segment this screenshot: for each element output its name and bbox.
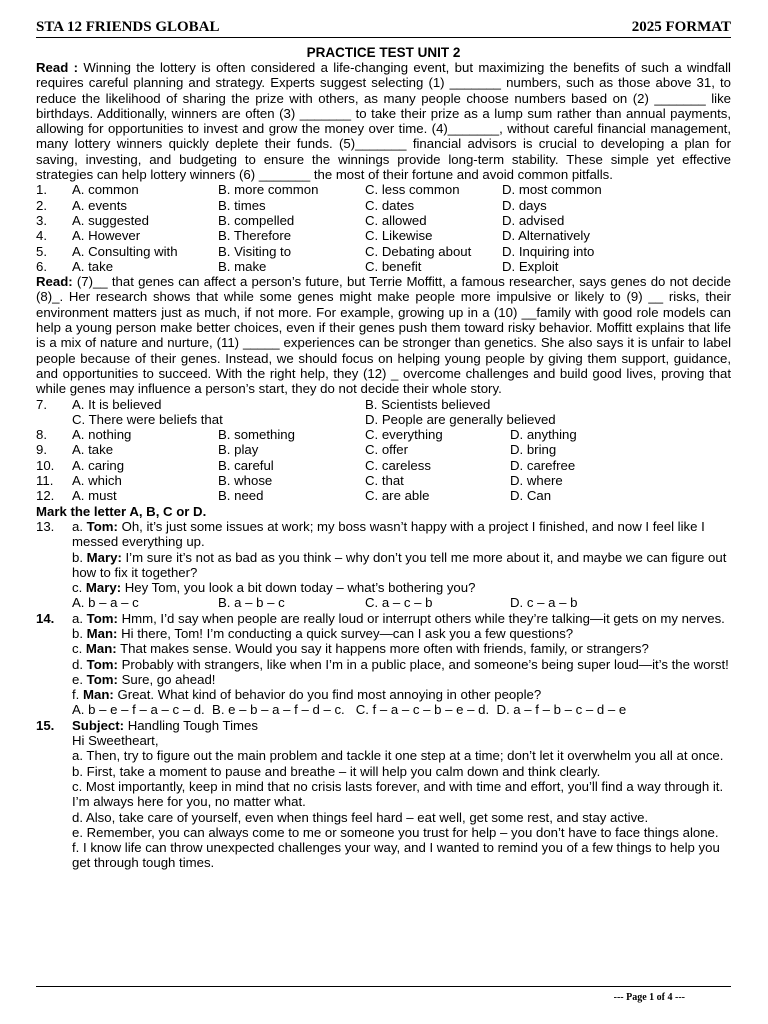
option-d: D. Alternatively xyxy=(502,228,590,244)
speaker: Man: xyxy=(85,641,117,657)
question-number: 6. xyxy=(36,258,47,274)
question-number: 8. xyxy=(36,427,47,443)
option-c: C. that xyxy=(365,473,404,489)
dialogue-line xyxy=(72,580,731,595)
option-a: A. which xyxy=(72,473,122,489)
option-a: A. events xyxy=(72,197,127,213)
question-row xyxy=(36,259,731,274)
option-a: A. nothing xyxy=(72,427,132,443)
option-c: C. careless xyxy=(365,457,431,473)
speaker: Tom: xyxy=(86,656,118,672)
question-number: 9. xyxy=(36,442,47,458)
option-d: D. Inquiring into xyxy=(502,243,595,259)
option-c: C. are able xyxy=(365,488,430,504)
option-b: B. need xyxy=(218,488,264,504)
dialogue-line xyxy=(72,641,731,656)
section-heading: Mark the letter A, B, C or D. xyxy=(36,503,207,519)
reading-passage-1 xyxy=(36,60,731,182)
line-letter: a. xyxy=(72,610,87,626)
greeting: Hi Sweetheart, xyxy=(72,733,159,749)
option-c: C. dates xyxy=(365,197,415,213)
option-c: C. offer xyxy=(365,442,409,458)
option-b: B. Visiting to xyxy=(218,243,292,259)
email-subject xyxy=(72,718,731,733)
reading-passage-2 xyxy=(36,274,731,396)
option-d: D. carefree xyxy=(510,457,576,473)
line-text: Hi there, Tom! I’m conducting a quick survey—can I ask you a few questions? xyxy=(117,625,574,641)
line-text: Probably with strangers, like when I’m in a public place, and someone’s being super loud—it’s the worst! xyxy=(117,656,729,672)
option-a: A. suggested xyxy=(72,212,149,228)
line-letter: d. xyxy=(72,656,87,672)
line-text: Sure, go ahead! xyxy=(117,671,216,687)
option-c: C. everything xyxy=(365,427,443,443)
speaker: Mary: xyxy=(85,580,122,596)
question-14 xyxy=(36,611,731,718)
option-c: C. Debating about xyxy=(365,243,472,259)
speaker: Man: xyxy=(86,625,118,641)
option-c: C. Likewise xyxy=(365,228,433,244)
question-number: 10. xyxy=(36,457,55,473)
option-a: A. caring xyxy=(72,457,125,473)
line-text: That makes sense. Would you say it happens more often with friends, family, or strangers? xyxy=(116,641,649,657)
question-row xyxy=(36,442,731,457)
line-text: Oh, it’s just some issues at work; my boss wasn’t happy with a project I finished, and now I feel like I messed everything up. xyxy=(72,518,705,550)
document-page xyxy=(36,18,731,871)
question-row xyxy=(36,427,731,442)
option-b: B. whose xyxy=(218,473,273,489)
option-a: A. It is believed xyxy=(72,396,162,412)
dialogue-line xyxy=(72,687,731,702)
letter-line: a. Then, try to figure out the main problem and tackle it one step at a time; don’t let it overwhelm you all at once. xyxy=(72,748,724,764)
dialogue-line xyxy=(72,626,731,641)
line-text: I’m sure it’s not as bad as you think – why don’t you tell me more about it, and maybe we can figure out how to fix it together? xyxy=(72,549,727,580)
question-row xyxy=(36,198,731,213)
option-a: A. must xyxy=(72,488,117,504)
line-letter: f. xyxy=(72,687,83,703)
line-letter: c. xyxy=(72,641,86,657)
option-d: D. days xyxy=(502,197,547,213)
option-b: B. something xyxy=(218,427,295,443)
question-number: 3. xyxy=(36,212,47,228)
line-text: Great. What kind of behavior do you find most annoying in other people? xyxy=(113,687,542,703)
question-number: 11. xyxy=(36,473,54,489)
speaker: Tom: xyxy=(86,610,118,626)
passage-text: (7)__ that genes can affect a person’s future, but Terrie Moffitt, a famous researcher, says genes do not decide (8)_. Her research shows that while some genes might make people more impulsive or likely to (9) __ risks, their environment matters just as much, if not more. For example, growing up in a (10) __family with good role models can help a young person make better choices, even if their genes push them toward risky behavior. Moffitt explains that life is a mix of nature and nurture, (11) _____ experiences can be stronger than genetics. She also says it is unfair to label people because of their genes. Instead, we should focus on helping young people by giving them support, guidance, and opportunities to succeed. With the right help, they (12) _ overcome challenges and build good lives, proving that while genes may influence a person’s start, they do not decide their whole story. xyxy=(36,274,731,397)
dialogue-line xyxy=(72,611,731,626)
option-b: B. Therefore xyxy=(218,228,292,244)
question-number: 4. xyxy=(36,228,47,244)
option-d: D. most common xyxy=(502,182,602,198)
option-a: A. take xyxy=(72,442,114,458)
read-label: Read: xyxy=(36,274,73,290)
line-letter: a. xyxy=(72,518,87,534)
letter-line: d. Also, take care of yourself, even when things feel hard – eat well, get some rest, and stay active. xyxy=(72,809,649,825)
test-title: PRACTICE TEST UNIT 2 xyxy=(306,45,461,60)
question-number: 12. xyxy=(36,488,55,504)
option-a: A. common xyxy=(72,182,139,198)
option-b: B. a – b – c xyxy=(218,595,285,611)
passage-text: Winning the lottery is often considered a life-changing event, but maximizing the benefits of such a windfall requires careful planning and strategy. Experts suggest selecting (1) _______ numbers, such as those above 31, to reduce the likelihood of sharing the prize with others, as many people choose numbers based on (2) _______ like birthdays. Additionally, winners are often (3) _______ to take their prize as a lump sum rather than annual payments, allowing for opportunities to invest and grow the money over time. (4)_______, without careful financial management, many lottery winners quickly deplete their funds. (5)_______ financial advisors is crucial to developing a plan for saving, investing, and budgeting to ensure the winnings provide long-term stability. These simple yet effective strategies can help lottery winners (6) _______ the most of their fortune and avoid common pitfalls. xyxy=(36,60,731,183)
questions-1-6 xyxy=(36,182,731,274)
option-d: D. advised xyxy=(502,212,565,228)
option-c: C. benefit xyxy=(365,258,422,274)
header-right: 2025 FORMAT xyxy=(631,19,731,35)
option-b: B. make xyxy=(218,258,267,274)
questions-8-12 xyxy=(36,427,731,503)
line-letter: b. xyxy=(72,549,87,565)
question-number: 2. xyxy=(36,197,47,213)
dialogue-line xyxy=(72,519,731,550)
line-letter: e. xyxy=(72,671,87,687)
option-b: B. Scientists believed xyxy=(365,396,491,412)
letter-line: f. I know life can throw unexpected challenges your way, and I wanted to remind you of a few things to help you get through tough times. xyxy=(72,840,720,871)
letter-line: e. Remember, you can always come to me or someone you trust for help – you don’t have to face things alone. xyxy=(72,824,719,840)
option-a: A. b – a – c xyxy=(72,595,139,611)
subject-text: Handling Tough Times xyxy=(124,717,258,733)
footer-divider xyxy=(36,986,731,987)
option-d: D. where xyxy=(510,473,563,489)
speaker: Mary: xyxy=(86,549,122,565)
option-d: D. Can xyxy=(510,488,552,504)
header-left: STA 12 FRIENDS GLOBAL xyxy=(36,19,220,35)
question-row xyxy=(36,244,731,259)
option-b: B. times xyxy=(218,197,266,213)
option-c: C. allowed xyxy=(365,212,427,228)
read-label: Read : xyxy=(36,60,78,75)
dialogue-line xyxy=(72,657,731,672)
option-c: C. There were beliefs that xyxy=(72,411,223,427)
letter-lines xyxy=(72,748,731,870)
option-a: A. Consulting with xyxy=(72,243,178,259)
question-13 xyxy=(36,519,731,611)
dialogue-lines xyxy=(72,519,731,595)
option-d: D. anything xyxy=(510,427,577,443)
question-15 xyxy=(36,718,731,871)
question-7 xyxy=(36,397,731,428)
dialogue-line xyxy=(72,550,731,581)
option-b: B. play xyxy=(218,442,259,458)
dialogue-line xyxy=(72,672,731,687)
option-a: A. However xyxy=(72,228,141,244)
question-row xyxy=(36,228,731,243)
line-letter: b. xyxy=(72,625,87,641)
option-c: C. less common xyxy=(365,182,460,198)
option-d: D. c – a – b xyxy=(510,595,578,611)
letter-line: c. Most importantly, keep in mind that no crisis lasts forever, and with time and effort, you’ll find a way through it. I’m always here for you, no matter what. xyxy=(72,778,724,810)
question-number: 1. xyxy=(36,182,47,198)
option-d: D. Exploit xyxy=(502,258,559,274)
question-number: 15. xyxy=(36,717,55,733)
speaker: Tom: xyxy=(86,671,118,687)
options-line: A. b – e – f – a – c – d. B. e – b – a – f – d – c. C. f – a – c – b – e – d. D. a – f – b – c – d – e xyxy=(72,702,627,718)
line-text: Hey Tom, you look a bit down today – what’s bothering you? xyxy=(121,580,476,596)
speaker: Man: xyxy=(83,687,114,703)
question-row xyxy=(36,458,731,473)
option-a: A. take xyxy=(72,258,114,274)
option-b: B. careful xyxy=(218,457,274,473)
letter-line: b. First, take a moment to pause and breathe – it will help you calm down and think clearly. xyxy=(72,763,601,779)
question-row xyxy=(36,213,731,228)
page-footer: --- Page 1 of 4 --- xyxy=(613,992,685,1003)
question-row xyxy=(36,473,731,488)
question-number: 14. xyxy=(36,610,55,626)
question-row xyxy=(36,182,731,197)
option-c: C. a – c – b xyxy=(365,595,433,611)
line-letter: c. xyxy=(72,580,86,596)
line-text: Hmm, I’d say when people are really loud or interrupt others while they’re talking—it gets on my nerves. xyxy=(117,610,725,626)
option-b: B. more common xyxy=(218,182,319,198)
question-number: 7. xyxy=(36,396,47,412)
question-row xyxy=(36,488,731,503)
option-b: B. compelled xyxy=(218,212,295,228)
option-d: D. bring xyxy=(510,442,557,458)
question-number: 13. xyxy=(36,518,55,534)
option-d: D. People are generally believed xyxy=(365,411,556,427)
question-number: 5. xyxy=(36,243,47,259)
page-header xyxy=(36,18,731,38)
speaker: Tom: xyxy=(86,518,118,534)
subject-label: Subject: xyxy=(72,717,125,733)
dialogue-lines xyxy=(72,611,731,703)
